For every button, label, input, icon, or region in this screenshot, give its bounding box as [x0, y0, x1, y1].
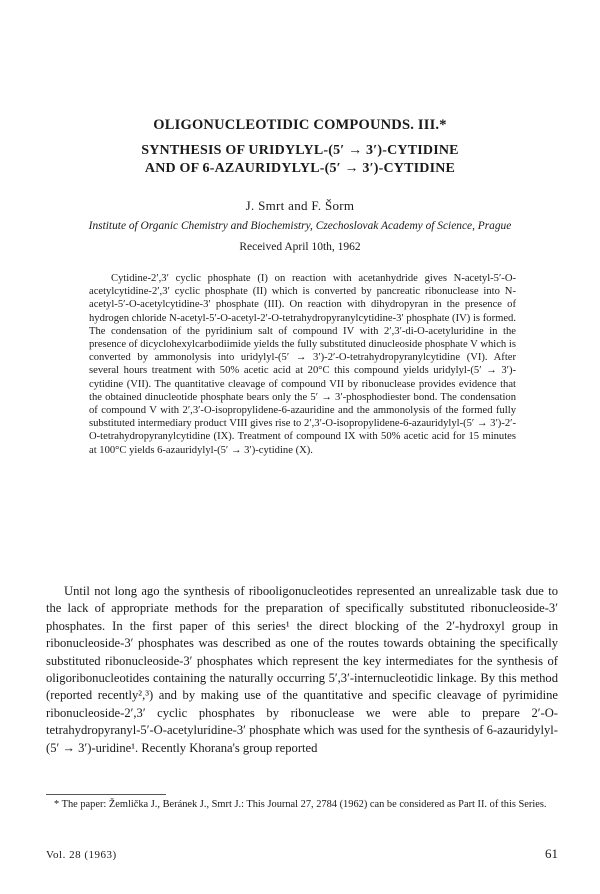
paper-subtitle-line1: SYNTHESIS OF URIDYLYL-(5′ → 3′)-CYTIDINE [141, 143, 459, 158]
paper-title: OLIGONUCLEOTIDIC COMPOUNDS. III.* [153, 117, 447, 133]
received-date: Received April 10th, 1962 [239, 241, 361, 253]
body-paragraph: Until not long ago the synthesis of ribooligonucleotides represented an unrealizable task due to the lack of appropriate methods for the preparation of specifically substituted ribonucleoside-3′ phosphates. In the first paper of this series¹ the direct blocking of the 2′-hydroxyl group in ribonucleoside-3′ phosphates was described as one of the routes towards obtaining the specifically substituted ribonucleoside-3′ phosphates which represent the key intermediates for the synthesis of oligoribonucleotides containing the naturally occurring 5′,3′-internucleotidic linkage. By this method (reported recently²,³) and by making use of the quantitative and specific cleavage of pyrimidine ribonucleoside-2′,3′ cyclic phosphates by ribonuclease we were able to prepare 2′-O-tetrahydropyranyl-5′-O-acetyluridine-3′ phosphate which was used for the synthesis of 6-azauridylyl-(5′ → 3′)-uridine¹. Recently Khorana's group reported [46, 584, 558, 755]
page-number: 61 [545, 846, 558, 861]
footnote-divider [46, 794, 166, 795]
footnote: * The paper: Žemlička J., Beránek J., Smrt J.: This Journal 27, 2784 (1962) can be considered as Part II. of this Series. [54, 799, 547, 810]
journal-volume: Vol. 28 (1963) [46, 849, 117, 861]
abstract: Cytidine-2′,3′ cyclic phosphate (I) on reaction with acetanhydride gives N-acetyl-5′-O-acetylcytidine-2′,3′ cyclic phosphate (II) which is converted by pancreatic ribonuclease into N-acetyl-5′-O-acetylcytidine-3′ phosphate (III). On reaction with dihydropyran in the presence of hydrogen chloride N-acetyl-5′-O-acetyl-2′-O-tetrahydropyranylcytidine-3′ phosphate (IV) is formed. The condensation of the pyridinium salt of compound IV with 2′,3′-di-O-acetyluridine in the presence of dicyclohexylcarbodiimide yields the fully substituted dinucleoside phosphate V which is converted by ammonolysis into uridylyl-(5′ → 3′)-2′-O-tetrahydropyranylcytidine (VI). After several hours treatment with 50% acetic acid at 20°C this compound yields uridylyl-(5′ → 3′)-cytidine (VII). The quantitative cleavage of compound VII by ribonuclease provides evidence that the obtained dinucleotide phosphate bears only the 5′ → 3′-phosphodiester bond. The condensation of compound V with 2′,3′-O-isopropylidene-6-azauridine and the ammonolysis of the formed fully substituted intermediary product VIII gives rise to 2′,3′-O-isopropylidene-6-azauridylyl-(5′ → 3′)-2′-O-tetrahydropyranylcytidine (IX). Treatment of compound IX with 50% acetic acid for 15 minutes at 100°C yields 6-azauridylyl-(5′ → 3′)-cytidine (X). [89, 273, 516, 456]
affiliation: Institute of Organic Chemistry and Biochemistry, Czechoslovak Academy of Science, Prague [88, 220, 512, 232]
authors: J. Smrt and F. Šorm [245, 198, 355, 213]
paper-subtitle-line2: AND OF 6-AZAURIDYLYL-(5′ → 3′)-CYTIDINE [144, 161, 456, 176]
